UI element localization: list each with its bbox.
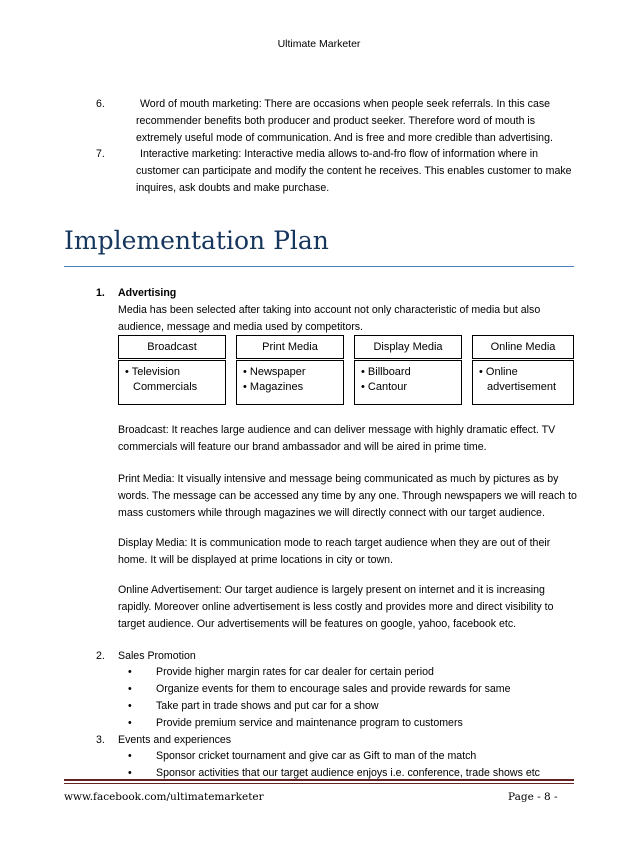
media-box-print-title: Print Media	[236, 335, 344, 359]
events-number: 3.	[96, 734, 105, 746]
media-box-broadcast-body: • Television Commercials	[118, 360, 226, 405]
item-7-text: Interactive marketing: Interactive media allows to-and-fro flow of information where in customer can participate and modify the content he receives. This enables customer to make inquires, ask doubts and make purchase.	[136, 148, 572, 194]
bullet-icon: •	[128, 666, 132, 678]
sales-promotion-number: 2.	[96, 650, 105, 662]
bullet-icon: •	[128, 717, 132, 729]
online-advertisement-paragraph: Online Advertisement: Our target audience is largely present on internet and it is increasing rapidly. Moreover online advertisement is less costly and provides more and direct visibility to target audience. Our advertisements will be features on google, yahoo, facebook etc.	[118, 584, 554, 630]
item-7-number: 7.	[96, 148, 105, 160]
advertising-number: 1.	[96, 287, 105, 299]
media-box-display-title: Display Media	[354, 335, 462, 359]
media-box-print-body: • Newspaper • Magazines	[236, 360, 344, 405]
section-title-underline	[64, 266, 574, 267]
print-media-paragraph: Print Media: It visually intensive and message being communicated as much by pictures as by words. The message can be accessed any time by any one. Through newspapers we will reach to mass customers while through magazines we will directly connect with our target audience.	[118, 473, 577, 519]
media-box-broadcast-title: Broadcast	[118, 335, 226, 359]
advertising-heading: Advertising	[118, 287, 177, 299]
page-header: Ultimate Marketer	[277, 38, 361, 50]
footer-rule-thick	[64, 779, 574, 781]
item-6-number: 6.	[96, 98, 105, 110]
item-6-text: Word of mouth marketing: There are occasions when people seek referrals. In this case recommender benefits both producer and product seeker. Therefore word of mouth is extremely useful mode of communication. And is free and more credible than advertising.	[136, 98, 553, 144]
display-media-paragraph: Display Media: It is communication mode to reach target audience when they are out of their home. It will be displayed at prime locations in city or town.	[118, 537, 551, 566]
footer-url: www.facebook.com/ultimatemarketer	[64, 791, 264, 803]
media-box-online-body: • Online advertisement	[472, 360, 574, 405]
bullet-icon: •	[128, 700, 132, 712]
media-box-online-title: Online Media	[472, 335, 574, 359]
media-box-display-body: • Billboard • Cantour	[354, 360, 462, 405]
section-title: Implementation Plan	[64, 226, 329, 255]
bullet-icon: •	[128, 767, 132, 779]
sales-promotion-heading: Sales Promotion	[118, 650, 196, 662]
advertising-intro: Media has been selected after taking into account not only characteristic of media but also audience, message and media used by competitors.	[118, 304, 541, 333]
footer-rule-thin	[64, 783, 574, 784]
bullet-icon: •	[128, 683, 132, 695]
bullet-icon: •	[128, 750, 132, 762]
footer-page-number: Page - 8 -	[508, 791, 558, 803]
events-heading: Events and experiences	[118, 734, 232, 746]
broadcast-paragraph: Broadcast: It reaches large audience and can deliver message with highly dramatic effect. TV commercials will feature our brand ambassador and will be aired in prime time.	[118, 424, 556, 453]
